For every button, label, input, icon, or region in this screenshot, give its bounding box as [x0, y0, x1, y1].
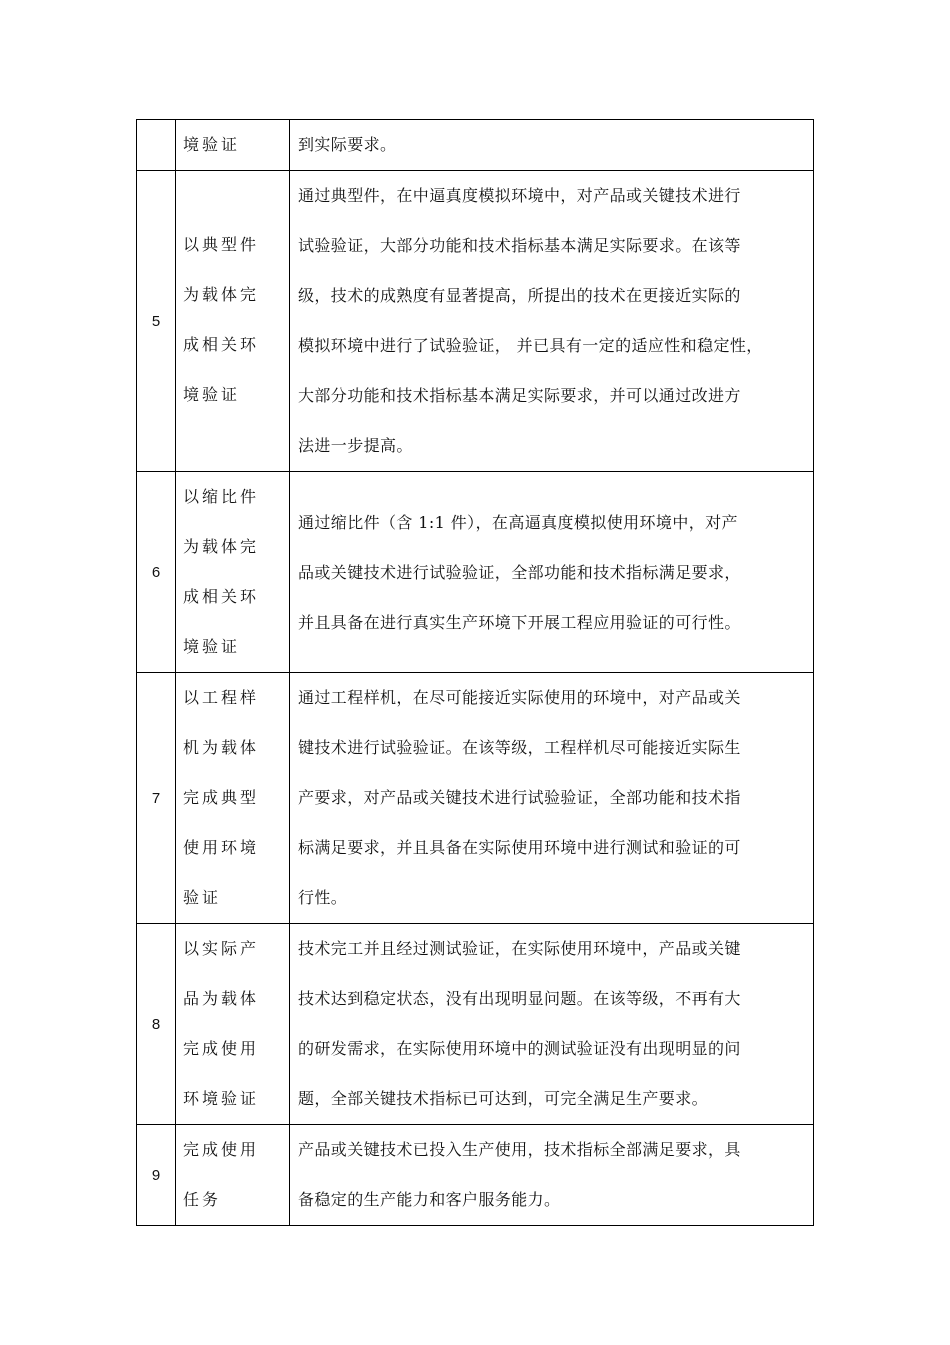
level-number: 7: [151, 789, 161, 807]
level-name: 以缩比件 为载体完 成相关环 境验证: [183, 487, 260, 656]
table-row: [137, 673, 814, 924]
level-name: 完成使用 任务: [183, 1140, 260, 1209]
level-cell: [137, 1125, 176, 1226]
level-description: 通过缩比件（含 1:1 件），在高逼真度模拟使用环境中，对产 品或关键技术进行试验验证，全部功能和技术指标满足要求， 并且具备在进行真实生产环境下开展工程应用验证的可行性。: [298, 513, 741, 632]
level-name: 境验证: [183, 135, 241, 154]
name-cell: [176, 472, 290, 673]
table-row: [137, 472, 814, 673]
desc-cell: [290, 1125, 814, 1226]
name-cell: [176, 673, 290, 924]
level-name: 以工程样 机为载体 完成典型 使用环境 验证: [183, 688, 260, 907]
table-row: [137, 120, 814, 171]
level-cell: [137, 924, 176, 1125]
name-cell: [176, 1125, 290, 1226]
level-description: 产品或关键技术已投入生产使用，技术指标全部满足要求，具 备稳定的生产能力和客户服务能力。: [298, 1140, 741, 1209]
name-cell: [176, 171, 290, 472]
level-number: 5: [151, 312, 161, 330]
level-description: 技术完工并且经过测试验证，在实际使用环境中，产品或关键 技术达到稳定状态，没有出现明显问题。在该等级，不再有大 的研发需求，在实际使用环境中的测试验证没有出现明显的问 题，全部关键技术指标已可达到，可完全满足生产要求。: [298, 939, 741, 1108]
level-cell: [137, 472, 176, 673]
level-description: 通过工程样机，在尽可能接近实际使用的环境中，对产品或关 键技术进行试验验证。在该等级，工程样机尽可能接近实际生 产要求，对产品或关键技术进行试验验证，全部功能和技术指 标满足要求，并且具备在实际使用环境中进行测试和验证的可 行性。: [298, 688, 741, 907]
level-name: 以典型件 为载体完 成相关环 境验证: [183, 235, 260, 404]
desc-cell: [290, 171, 814, 472]
trl-table: [136, 119, 814, 1226]
name-cell: [176, 924, 290, 1125]
level-name: 以实际产 品为载体 完成使用 环境验证: [183, 939, 260, 1108]
level-description: 到实际要求。: [298, 135, 397, 154]
level-number: 6: [151, 563, 161, 581]
table-row: [137, 1125, 814, 1226]
desc-cell: [290, 924, 814, 1125]
table-row: [137, 924, 814, 1125]
level-cell: [137, 673, 176, 924]
level-number: 9: [151, 1166, 161, 1184]
desc-cell: [290, 472, 814, 673]
level-description: 通过典型件，在中逼真度模拟环境中，对产品或关键技术进行 试验验证，大部分功能和技术指标基本满足实际要求。在该等 级，技术的成熟度有显著提高，所提出的技术在更接近实际的 模拟环境中进行了试验验证， 并已具有一定的适应性和稳定性， 大部分功能和技术指标基本满足实际要求，并可以通过改进方 法进一步提高。: [298, 186, 763, 455]
table-row: [137, 171, 814, 472]
desc-cell: [290, 120, 814, 171]
name-cell: [176, 120, 290, 171]
level-cell: [137, 120, 176, 171]
desc-cell: [290, 673, 814, 924]
level-number: 8: [151, 1015, 161, 1033]
level-cell: [137, 171, 176, 472]
